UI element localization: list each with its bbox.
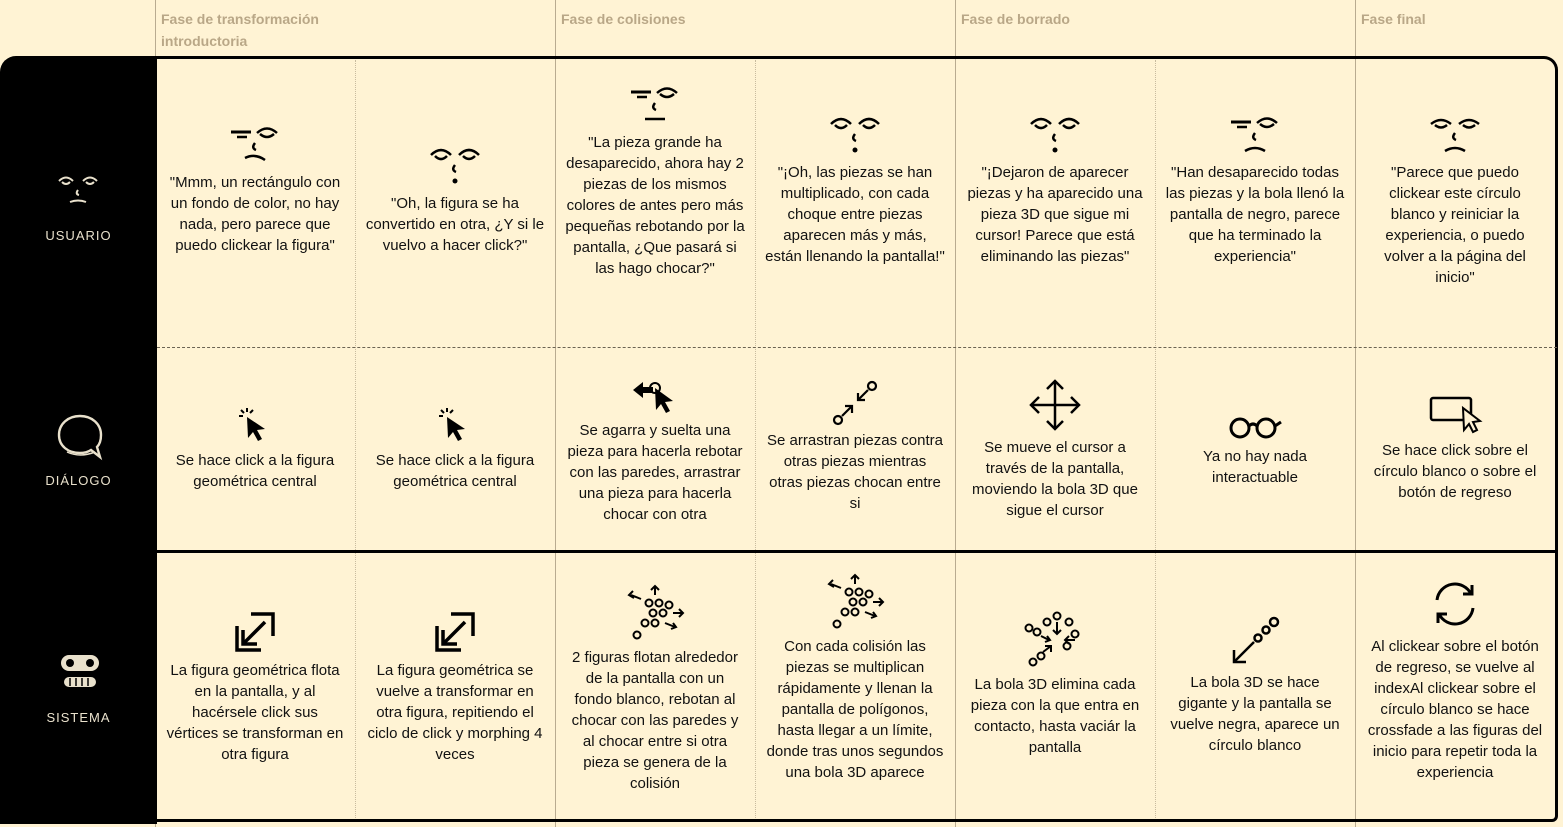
usuario-cell	[155, 122, 355, 256]
sistema-text: La bola 3D elimina cada pieza con la que entra en contacto, hasta vaciár la pantalla	[970, 676, 1140, 756]
click-cursor-icon	[435, 406, 475, 446]
sistema-cell	[355, 608, 555, 765]
lane-label-sistema: SISTEMA	[46, 710, 111, 725]
sistema-cell	[155, 608, 355, 765]
phase-header-3: Fase de borrado	[961, 11, 1070, 27]
surprised-face-icon	[827, 112, 883, 158]
sistema-cell	[1355, 576, 1555, 783]
usuario-text: "¡Dejaron de aparecer piezas y ha aparecido una pieza 3D que sigue mi cursor! Parece que está eliminando las piezas"	[967, 164, 1143, 265]
phase-header-1: Fase de transformación introductoria	[161, 11, 319, 49]
usuario-cell	[355, 143, 555, 256]
sistema-cell	[755, 572, 955, 783]
usuario-cell	[955, 112, 1155, 267]
sistema-cell	[1155, 614, 1355, 756]
sistema-text: Con cada colisión las piezas se multiplican rápidamente y llenan la pantalla de polígonos, hasta llegar a un límite, donde tras unos segundos una bola 3D aparece	[766, 638, 944, 781]
move-arrows-icon	[1027, 377, 1083, 433]
row-divider-solid	[157, 550, 1557, 553]
scatter-circles-icon	[823, 572, 887, 632]
phase-header-2: Fase de colisiones	[561, 11, 686, 27]
usuario-cell	[755, 112, 955, 267]
dialogo-cell	[1155, 412, 1355, 488]
face-icon	[53, 171, 103, 211]
button-click-icon	[1427, 392, 1483, 436]
calm-face-icon	[1427, 112, 1483, 158]
sistema-text: Al clickear sobre el botón de regreso, se vuelve al indexAl clickear sobre el círculo blanco se hace crossfade a las figuras del inicio para repetir toda la experiencia	[1367, 638, 1543, 781]
dialogo-cell	[155, 406, 355, 492]
robot-icon	[58, 651, 102, 695]
surprised-face-icon	[1027, 112, 1083, 158]
dialogo-text: Se hace click a la figura geométrica central	[375, 452, 535, 490]
usuario-text: "Han desaparecido todas las piezas y la bola llenó la pantalla de negro, parece que ha terminado la experiencia"	[1165, 164, 1345, 265]
usuario-cell	[1155, 112, 1355, 267]
dialogo-cell	[355, 406, 555, 492]
curious-face-icon	[627, 82, 683, 128]
dialogo-text: Se hace click sobre el círculo blanco o sobre el botón de regreso	[1373, 442, 1537, 501]
surprised-face-icon	[427, 143, 483, 189]
glasses-icon	[1225, 412, 1285, 442]
gather-circles-icon	[1023, 610, 1087, 670]
dialogo-cell	[555, 376, 755, 525]
lane-label-usuario: USUARIO	[45, 228, 112, 243]
sistema-text: 2 figuras flotan alrededor de la pantalla con un fondo blanco, rebotan al chocar con las paredes y al chocar entre si otra pieza se genera de la colisión	[571, 649, 739, 792]
transform-arrow-icon	[431, 608, 479, 656]
usuario-text: "Parece que puedo clickear este círculo blanco y reiniciar la experiencia, o puedo volver a la página del inicio"	[1384, 164, 1526, 286]
usuario-text: "¡Oh, las piezas se han multiplicado, con cada choque entre piezas aparecen más y más, están llenando la pantalla!"	[765, 164, 945, 265]
sistema-cell	[955, 610, 1155, 758]
phase-header-4: Fase final	[1361, 11, 1426, 27]
expand-diagonal-icon	[1228, 614, 1282, 668]
usuario-cell	[1355, 112, 1555, 288]
refresh-icon	[1427, 576, 1483, 632]
transform-arrow-icon	[231, 608, 279, 656]
click-cursor-icon	[235, 406, 275, 446]
dialogo-cell	[955, 377, 1155, 521]
dialogo-text: Se mueve el cursor a través de la pantalla, moviendo la bola 3D que sigue el cursor	[972, 439, 1138, 519]
dialogo-text: Ya no hay nada interactuable	[1203, 448, 1307, 486]
skeptical-face-icon	[227, 122, 283, 168]
dialogo-text: Se agarra y suelta una pieza para hacerla rebotar con las paredes, arrastrar una pieza para hacerla chocar con otra	[567, 422, 743, 523]
dialogo-cell	[1355, 392, 1555, 503]
usuario-cell	[555, 82, 755, 279]
lane-sidebar	[0, 56, 157, 824]
lane-label-dialogo: DIÁLOGO	[45, 473, 112, 488]
sistema-cell	[555, 583, 755, 794]
sistema-text: La figura geométrica se vuelve a transformar en otra figura, repitiendo el ciclo de click y morphing 4 veces	[367, 662, 543, 763]
thinking-face-icon	[1227, 112, 1283, 158]
usuario-text: "La pieza grande ha desaparecido, ahora hay 2 piezas de los mismos colores de antes pero más pequeñas rebotando por la pantalla, ¿Que pasará si las hago chocar?"	[565, 134, 745, 277]
scatter-circles-icon	[623, 583, 687, 643]
usuario-text: "Oh, la figura se ha convertido en otra, ¿Y si le vuelvo a hacer click?"	[365, 195, 545, 254]
dialogo-text: Se hace click a la figura geométrica central	[175, 452, 335, 490]
drag-cursor-icon	[631, 376, 679, 416]
sistema-text: La figura geométrica flota en la pantalla, y al hacérsele click sus vértices se transforman en otra figura	[166, 662, 344, 763]
converge-arrows-icon	[830, 380, 880, 426]
speech-bubble-icon	[55, 412, 105, 462]
dialogo-text: Se arrastran piezas contra otras piezas mientras otras piezas chocan entre si	[767, 432, 943, 512]
sistema-text: La bola 3D se hace gigante y la pantalla se vuelve negra, aparece un círculo blanco	[1170, 674, 1340, 754]
row-divider-dashed	[157, 347, 1557, 348]
dialogo-cell	[755, 380, 955, 514]
usuario-text: "Mmm, un rectángulo con un fondo de color, no hay nada, pero parece que puedo clickear la figura"	[169, 174, 341, 254]
